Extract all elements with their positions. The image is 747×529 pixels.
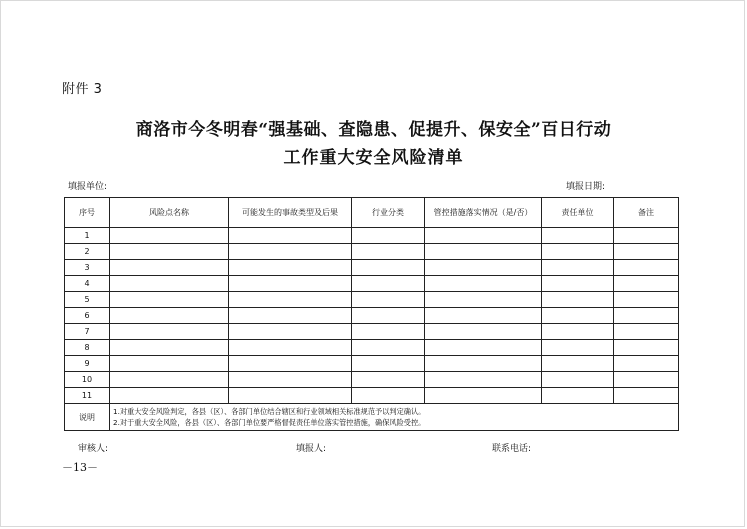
cell[interactable] [425,276,542,292]
fill-unit-label: 填报单位: [68,182,108,192]
attachment-label: 附件 3 [62,82,103,97]
table-row [65,388,679,404]
page-number: －13－ [62,461,98,474]
header-responsible-unit: 责任单位 [542,198,614,228]
cell[interactable] [542,356,614,372]
cell[interactable] [614,244,679,260]
cell[interactable] [110,324,229,340]
cell[interactable] [229,292,352,308]
cell[interactable] [352,324,425,340]
row-number: 3 [65,260,110,276]
cell[interactable] [614,372,679,388]
table-row [65,260,679,276]
cell[interactable] [542,228,614,244]
table-header-row [65,198,679,228]
cell[interactable] [110,276,229,292]
cell[interactable] [542,388,614,404]
table-body [65,228,679,431]
note-label: 说明 [65,404,110,431]
cell[interactable] [229,340,352,356]
cell[interactable] [425,228,542,244]
cell[interactable] [542,340,614,356]
table-row [65,228,679,244]
risk-table [64,197,679,431]
cell[interactable] [614,308,679,324]
cell[interactable] [229,228,352,244]
cell[interactable] [614,388,679,404]
cell[interactable] [352,356,425,372]
cell[interactable] [352,228,425,244]
cell[interactable] [542,372,614,388]
cell[interactable] [229,372,352,388]
cell[interactable] [352,388,425,404]
row-number: 8 [65,340,110,356]
cell[interactable] [352,308,425,324]
row-number: 1 [65,228,110,244]
header-remarks: 备注 [614,198,679,228]
cell[interactable] [425,292,542,308]
row-number: 2 [65,244,110,260]
document-title-line1: 商洛市今冬明春“强基础、查隐患、促提升、保安全”百日行动 [135,120,612,140]
filler-label: 填报人: [296,444,327,454]
cell[interactable] [110,292,229,308]
note-text [110,404,679,431]
header-seq: 序号 [65,198,110,228]
cell[interactable] [614,292,679,308]
document-title-line2: 工作重大安全风险清单 [283,148,464,168]
header-risk-point: 风险点名称 [110,198,229,228]
cell[interactable] [229,324,352,340]
cell[interactable] [110,372,229,388]
cell[interactable] [614,340,679,356]
header-control-measures: 管控措施落实情况（是/否） [425,198,542,228]
cell[interactable] [352,244,425,260]
cell[interactable] [542,308,614,324]
cell[interactable] [110,388,229,404]
cell[interactable] [229,260,352,276]
row-number: 9 [65,356,110,372]
cell[interactable] [425,244,542,260]
row-number: 10 [65,372,110,388]
cell[interactable] [352,340,425,356]
cell[interactable] [542,260,614,276]
cell[interactable] [425,308,542,324]
note-line-2: 2.对于重大安全风险，各县（区）、各部门单位要严格督促责任单位落实管控措施，确保风险受控。 [113,418,426,427]
cell[interactable] [110,356,229,372]
cell[interactable] [542,244,614,260]
cell[interactable] [229,308,352,324]
cell[interactable] [542,276,614,292]
cell[interactable] [229,388,352,404]
cell[interactable] [614,324,679,340]
table-row [65,276,679,292]
cell[interactable] [425,260,542,276]
cell[interactable] [614,260,679,276]
table-row [65,244,679,260]
table-row [65,340,679,356]
cell[interactable] [110,260,229,276]
cell[interactable] [425,388,542,404]
cell[interactable] [110,340,229,356]
row-number: 4 [65,276,110,292]
cell[interactable] [614,356,679,372]
cell[interactable] [110,228,229,244]
cell[interactable] [425,372,542,388]
table-row [65,324,679,340]
cell[interactable] [229,244,352,260]
cell[interactable] [352,372,425,388]
fill-date-label: 填报日期: [566,182,606,192]
cell[interactable] [425,356,542,372]
reviewer-label: 审核人: [78,444,109,454]
header-industry: 行业分类 [352,198,425,228]
cell[interactable] [110,308,229,324]
cell[interactable] [425,340,542,356]
cell[interactable] [542,292,614,308]
cell[interactable] [542,324,614,340]
cell[interactable] [425,324,542,340]
cell[interactable] [352,260,425,276]
cell[interactable] [352,276,425,292]
table-row [65,372,679,388]
header-accident-type: 可能发生的事故类型及后果 [229,198,352,228]
table-row [65,292,679,308]
cell[interactable] [110,244,229,260]
row-number: 6 [65,308,110,324]
table-row [65,308,679,324]
cell[interactable] [614,228,679,244]
cell[interactable] [614,276,679,292]
cell[interactable] [352,292,425,308]
row-number: 5 [65,292,110,308]
cell[interactable] [229,356,352,372]
table-note-row [65,404,679,431]
row-number: 11 [65,388,110,404]
contact-phone-label: 联系电话: [492,444,532,454]
cell[interactable] [229,276,352,292]
table-row [65,356,679,372]
note-line-1: 1.对重大安全风险判定，各县（区）、各部门单位结合辖区和行业领域相关标准规范予以判定确认。 [113,407,426,416]
row-number: 7 [65,324,110,340]
